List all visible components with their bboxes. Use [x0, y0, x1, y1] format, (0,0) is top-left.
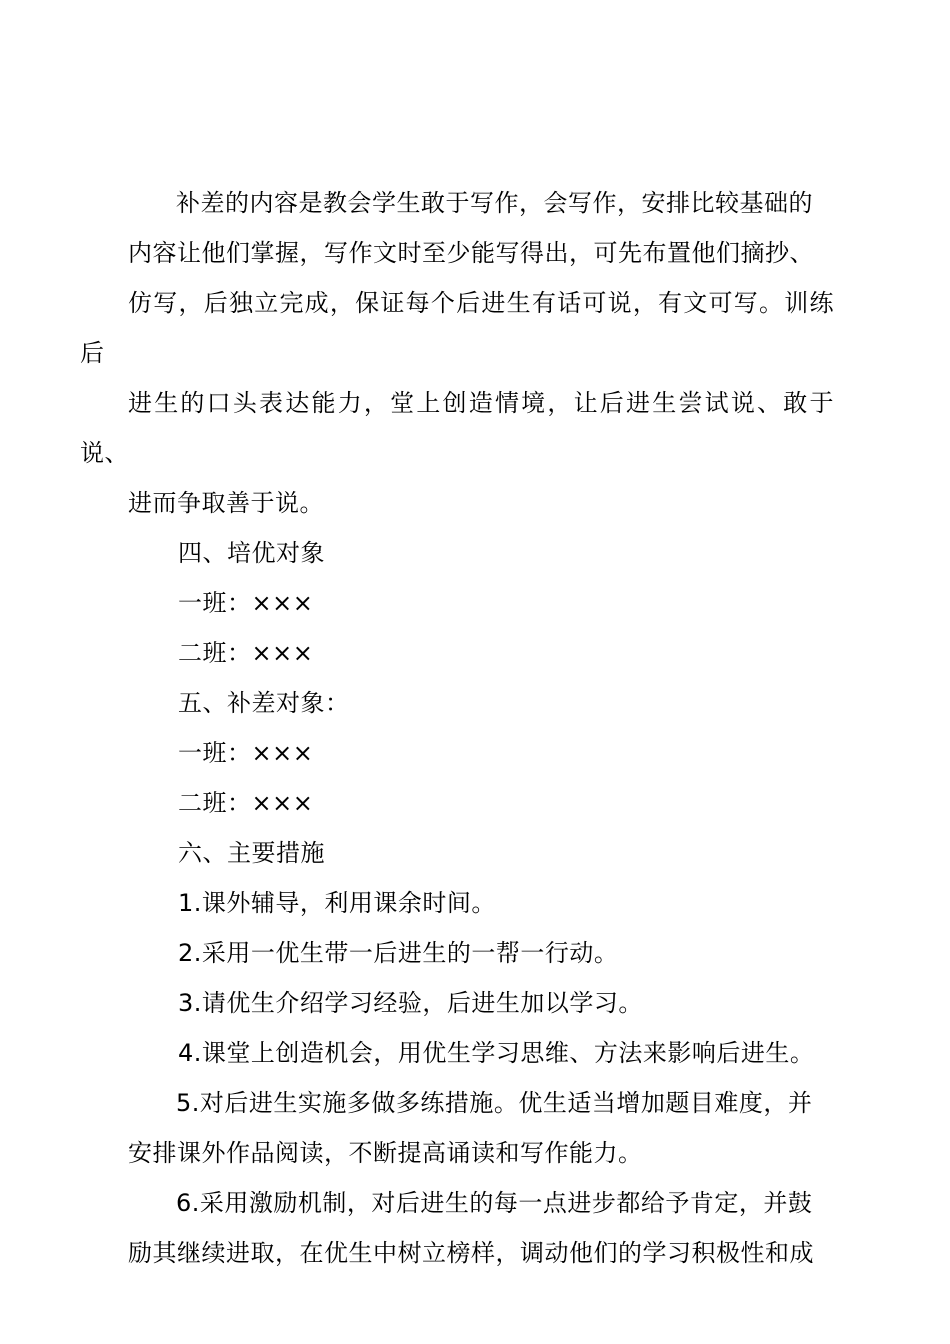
text-line: 进生的口头表达能力，堂上创造情境，让后进生尝试说、敢于说、	[80, 389, 834, 467]
text-line: 进而争取善于说。	[128, 489, 324, 517]
measure-three: 3.请优生介绍学习经验，后进生加以学习。	[178, 989, 643, 1017]
paragraph-supplement-content	[80, 178, 834, 528]
text-line: 安排课外作品阅读，不断提高诵读和写作能力。	[128, 1139, 643, 1167]
section-four-class-one: 一班：×××	[178, 589, 314, 617]
measure-two: 2.采用一优生带一后进生的一帮一行动。	[178, 939, 619, 967]
measure-four: 4.课堂上创造机会，用优生学习思维、方法来影响后进生。	[178, 1039, 815, 1067]
text-line: 补差的内容是教会学生敢于写作，会写作，安排比较基础的	[176, 189, 813, 217]
text-line: 仿写，后独立完成，保证每个后进生有话可说，有文可写。训练后	[80, 289, 834, 367]
measure-five	[128, 1078, 834, 1178]
section-five-class-two: 二班：×××	[178, 789, 314, 817]
section-four-heading: 四、培优对象	[178, 539, 325, 567]
section-six-heading: 六、主要措施	[178, 839, 325, 867]
text-line: 6.采用激励机制，对后进生的每一点进步都给予肯定，并鼓	[176, 1189, 813, 1217]
section-five-class-one: 一班：×××	[178, 739, 314, 767]
section-five-heading: 五、补差对象：	[178, 689, 350, 717]
text-line: 励其继续进取，在优生中树立榜样，调动他们的学习积极性和成	[128, 1239, 814, 1267]
measure-six	[128, 1178, 834, 1278]
section-four-class-two: 二班：×××	[178, 639, 314, 667]
text-line: 5.对后进生实施多做多练措施。优生适当增加题目难度，并	[176, 1089, 813, 1117]
text-line: 内容让他们掌握，写作文时至少能写得出，可先布置他们摘抄、	[128, 239, 814, 267]
document-body	[80, 178, 834, 1278]
measure-one: 1.课外辅导，利用课余时间。	[178, 889, 496, 917]
